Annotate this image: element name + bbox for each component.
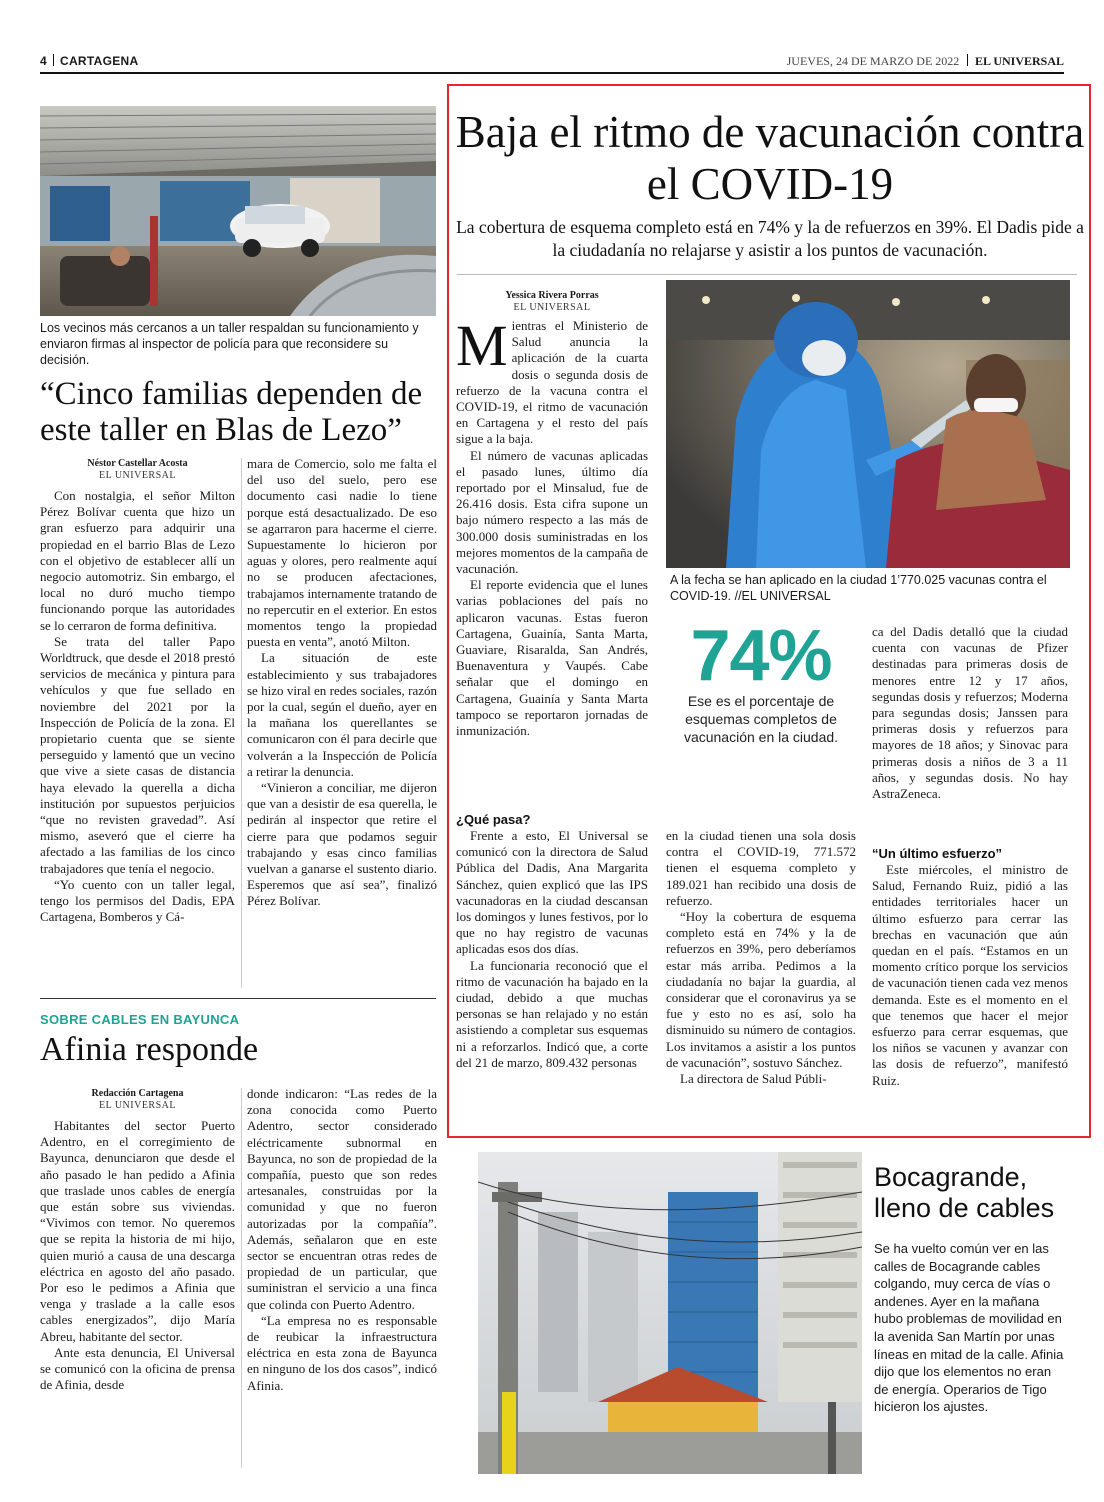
paragraph (456, 313, 648, 448)
drop-cap: M (456, 313, 508, 378)
que-pasa-column-1 (456, 828, 648, 1071)
subhead-ultimo-esfuerzo: “Un último esfuerzo” (872, 846, 1003, 861)
vaccination-photo-icon (666, 280, 1070, 568)
garage-photo-icon (40, 106, 436, 316)
paragraph: La directora de Salud Públi- (680, 1071, 827, 1087)
page-number: 4 (40, 54, 47, 68)
vacunacion-column-1 (456, 313, 648, 739)
vacunacion-byline (456, 290, 648, 314)
paragraph: “Hoy la cobertura de esquema completo está en 74% y la de refuerzos en 39%, pero deberíamos estar más arriba. Pedimos a la ciudadanía no bajar la guardia, al considerar que el coronavirus ya se fue y esto no es así, solo ha disminuido su número de contagios. Los invitamos a asistir a los puntos de vacunación”, sostuvo Sánchez. (666, 909, 856, 1070)
paragraph: donde indicaron: “Las redes de la zona conocida como Puerto Adentro, sector considerado eléctricamente subnormal en Bayunca, no son de propiedad de la compañía, puesto que son redes artesanales, construidas por la comunidad y que no fueron autorizadas por la compañía”. Además, señalaron que en este sector se encuentran otras redes de propiedad de un particular, que suministran el servicio a una finca que colinda con Puerto Adentro. (247, 1086, 437, 1312)
vaccination-photo-caption: A la fecha se han aplicado en la ciudad 1’770.025 vacunas contra el COVID-19. //EL UNIVERSAL (670, 573, 1047, 603)
header-separator (53, 54, 54, 66)
vacunacion-org: EL UNIVERSAL (513, 302, 591, 313)
header-rule (40, 72, 1064, 74)
paragraph: Con nostalgia, el señor Milton Pérez Bolívar cuenta que hizo un gran esfuerzo para adquirir una propiedad en el barrio Blas de Lezo con el objetivo de establecer allí un negocio automotriz. Sin embargo, el local no duró mucho tiempo funcionando porque las autoridades se lo cerraron de forma definitiva. (40, 488, 235, 633)
vaccination-photo (666, 280, 1070, 568)
vacunacion-headline: Baja el ritmo de vacunación contra el COVID-19 (455, 107, 1085, 209)
issue-date: JUEVES, 24 DE MARZO DE 2022 (786, 54, 960, 68)
afinia-column-1 (40, 1118, 235, 1393)
taller-headline: “Cinco familias dependen de este taller en Blas de Lezo” (40, 376, 423, 448)
paragraph: La funcionaria reconoció que el ritmo de vacunación ha bajado en la ciudad, debido a que muchas personas se han relajado y no están asistiendo a completar sus esquemas ni a reforzarlos. Indicó que, a corte del 21 de marzo, 809.432 personas (456, 957, 648, 1070)
taller-org: EL UNIVERSAL (98, 470, 176, 481)
stat-value: 74% (690, 616, 832, 696)
paragraph: Frente a esto, El Universal se comunicó con la directora de Salud Pública del Dadis, Ana Margarita Sánchez, quien explicó que las IPS vacunadoras en la ciudad descansan los domingos y lunes festivos, por lo que no hay registro de vacunas aplicadas esos dos días. (456, 828, 648, 957)
taller-column-2 (247, 456, 437, 910)
paragraph: La situación de este establecimiento y sus trabajadores se hizo viral en redes sociales, razón por la cual, según el dueño, ayer en la mañana los querellantes se comunicaron con él para decirle que volverán a la Inspección de Policía a retirar la denuncia. (247, 650, 437, 779)
paragraph: El reporte evidencia que el lunes varias poblaciones del país no aplicaron vacunas. Estas fueron Cartagena, Guainía, Santa Marta, Guaviare, Risaralda, San Andrés, Buenaventura y Vaupés. Cabe señalar que el domingo en Cartagena, Guainía y Santa Marta tampoco se reportaron jornadas de inmunización. (456, 577, 648, 739)
paragraph: “Vinieron a conciliar, me dijeron que van a desistir de esa querella, le pedirán al inspector que retire el cierre para que podamos seguir trabajando y esas cinco familias vuelvan a ganarse el sustento diario. Esperemos que así sea”, finalizó Pérez Bolívar. (247, 780, 437, 909)
section-name: CARTAGENA (59, 54, 139, 68)
street-cables-photo (478, 1152, 862, 1474)
afinia-author: Redacción Cartagena (91, 1088, 184, 1099)
paragraph: Se trata del taller Papo Worldtruck, que desde el 2018 prestó servicios de mecánica y pintura para vehículos y que fue sellado en noviembre del 2021 por la Inspección de Policía de la zona. El propietario cuenta que se siente perseguido y lamentó que un vecino que vive a siete casas de distancia haya elevado la querella a dicha institución por supuestos perjuicios “que no revisten gravedad”. Así mismo, aseveró que el cierre ha afectado a las familias de los cinco trabajadores que tenía el negocio. (40, 633, 235, 876)
garage-photo (40, 106, 436, 316)
afinia-byline (40, 1088, 235, 1112)
section-divider (40, 998, 436, 999)
paragraph: Ante esta denuncia, El Universal se comunicó con la oficina de prensa de Afinia, desde (40, 1344, 235, 1393)
taller-column-1 (40, 488, 235, 925)
afinia-headline: Afinia responde (40, 1031, 259, 1068)
stat-note: Ese es el porcentaje de esquemas completos de vacunación en la ciudad. (683, 693, 839, 745)
afinia-org: EL UNIVERSAL (98, 1100, 176, 1111)
column-divider (241, 1088, 242, 1468)
paragraph: en la ciudad tienen una sola dosis contra el COVID-19, 771.572 tienen el esquema completo y 189.021 han recibido una dosis de refuerzo. (666, 828, 856, 908)
lead-text: ientras el Ministerio de Salud anuncia la aplicación de la cuarta dosis o segunda dosis de refuerzo de la vacuna contra el COVID-19, el ritmo de vacunación en Cartagena y el resto del país sigue a la baja. (456, 318, 648, 447)
paragraph: El número de vacunas aplicadas el pasado lunes, último día reportado por el Minsalud, fue de 26.416 dosis. Esta cifra supone un bajo número respecto a las más de 300.000 dosis suministradas en los mejores momentos de la campaña de vacunación. (456, 447, 648, 577)
afinia-column-2 (247, 1086, 437, 1394)
page-header (40, 52, 1064, 74)
paragraph: Habitantes del sector Puerto Adentro, en el corregimiento de Bayunca, denunciaron que desde el año pasado le han pedido a Afinia que traslade unos cables de energía que están sobre sus viviendas. “Vivimos con temor. No queremos que se repita la historia de mi hijo, quien murió a causa de una descarga eléctrica en agosto del año pasado. Por eso le pedimos a Afinia que venga y traslade a la calle esos cables energizados”, dijo María Abreu, habitante del sector. (40, 1118, 235, 1344)
paragraph: “La empresa no es responsable de reubicar la infraestructura eléctrica en esta zona de Bayunca en ninguno de los dos casos”, indicó Afinia. (247, 1312, 437, 1393)
paragraph: ca del Dadis detalló que la ciudad cuenta con vacunas de Pfizer destinadas para primeras dosis de menores entre 12 y 17 años, segundas dosis y refuerzos; Moderna para segundas dosis; Janssen para primeras dosis y refuerzos para mayores de 18 años; y Sinovac para primeras dosis a niños de 3 a 11 años, y segundas dosis. No hay AstraZeneca. (872, 624, 1068, 802)
header-separator (967, 54, 968, 66)
garage-photo-caption: Los vecinos más cercanos a un taller respaldan su funcionamiento y enviaron firmas al inspector de policía para que reconsidere su decisión. (40, 321, 419, 367)
paragraph: Este miércoles, el ministro de Salud, Fernando Ruiz, pidió a las entidades territoriales hacer un último esfuerzo para cerrar las brechas en vacunación que aún quedan en el país. “Estamos en un momento crítico porque los servicios de vacunación tienen cada vez menos demanda. Este es el momento en el que tenemos que hacer el mejor esfuerzo para cerrar esquemas, que los niños se vacunen y avanzar con las dosis de refuerzo”, manifestó Ruiz. (872, 862, 1068, 1088)
header-right (787, 54, 1064, 69)
vacunacion-deck: La cobertura de esquema completo está en 74% y la de refuerzos en 39%. El Dadis pide a la ciudadanía no relajarse y asistir a los puntos de vacunación. (456, 217, 1084, 260)
newspaper-brand: EL UNIVERSAL (974, 54, 1064, 68)
deck-rule (457, 274, 1077, 275)
paragraph: mara de Comercio, solo me falta el del uso del suelo, pero ese documento casi nadie lo tiene porque está desactualizado. De eso se agarraron para hacerme el cierre. Supuestamente lo hicieron por aguas y olores, pero realmente aquí no se producen afectaciones, trabajamos internamente tratando de no repercutir en el exterior. En estos momentos tengo la propiedad puesta en venta”, anotó Milton. (247, 456, 437, 650)
column-divider (241, 458, 242, 988)
paragraph: “Yo cuento con un taller legal, tengo los permisos del Dadis, EPA Cartagena, Bomberos y Cá- (40, 876, 235, 925)
header-left (40, 54, 138, 68)
street-cables-photo-icon (478, 1152, 862, 1474)
ultimo-esfuerzo-column (872, 862, 1068, 1089)
afinia-kicker: SOBRE CABLES EN BAYUNCA (40, 1012, 240, 1027)
bocagrande-text: Se ha vuelto común ver en las calles de Bocagrande cables colgando, muy cerca de vías o andenes. Ayer en la mañana hubo problemas de movilidad en la avenida San Martín por unas líneas en mitad de la calle. Afinia dijo que los elementos no eran de energía. Operarios de Tigo hicieron los ajustes. (874, 1241, 1064, 1415)
vacunacion-right-top (872, 624, 1068, 802)
taller-author: Néstor Castellar Acosta (87, 458, 188, 469)
taller-byline (40, 458, 235, 482)
vacunacion-author: Yessica Rivera Porras (505, 290, 599, 301)
subhead-que-pasa: ¿Qué pasa? (456, 812, 531, 827)
bocagrande-headline: Bocagrande, lleno de cables (874, 1162, 1055, 1223)
que-pasa-column-2 (666, 828, 856, 1087)
